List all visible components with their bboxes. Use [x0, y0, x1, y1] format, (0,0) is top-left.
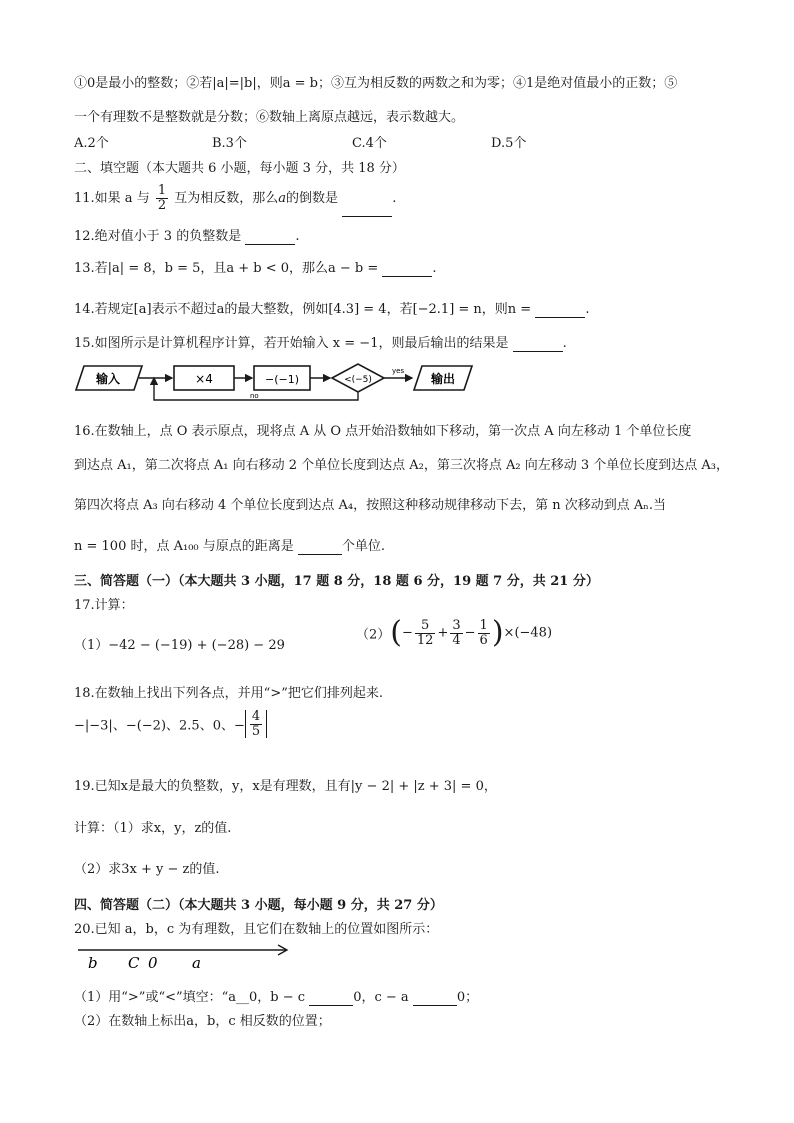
flow-input-label: 输入 — [95, 372, 121, 386]
q18-title: 18.在数轴上找出下列各点，并用“>”把它们排列起来. — [74, 686, 383, 701]
section4-heading: 四、简答题（二）（本大题共 3 小题，每小题 9 分，共 27 分） — [74, 898, 443, 913]
q10-choice-a: A.2个 — [74, 136, 109, 151]
flow-multiply-label: ×4 — [195, 372, 213, 386]
q16-line1: 16.在数轴上，点 O 表示原点，现将点 A 从 O 点开始沿数轴如下移动，第一次点 A 向左移动 1 个单位长度 — [74, 424, 692, 439]
q16-line2: 到达点 A₁，第二次将点 A₁ 向右移动 2 个单位长度到达点 A₂，第三次将点 A₂ 向左移动 3 个单位长度到达点 A₃， — [74, 458, 729, 473]
flow-subtract-label: −(−1) — [264, 373, 300, 386]
q13-text: 13.若|a| = 8，b = 5，且a + b < 0，那么a − b = — [74, 261, 379, 276]
flow-no-label: no — [250, 392, 259, 400]
q20-part2: （2）在数轴上标出a，b，c 相反数的位置； — [74, 1014, 331, 1029]
q11-var: a — [278, 191, 287, 206]
q19-part2: （2）求3x + y − z的值. — [74, 862, 220, 877]
q10-line2: 一个有理数不是整数就是分数；⑥数轴上离原点越远，表示数越大。 — [74, 110, 465, 125]
q20-blank-2[interactable] — [413, 990, 457, 1006]
axis-label-zero: 0 — [148, 954, 158, 972]
axis-label-a: a — [192, 954, 201, 972]
q20-title: 20.已知 a，b，c 为有理数，且它们在数轴上的位置如图所示： — [74, 922, 439, 937]
q17-part2: （2）(− $\frac{5}{12}$ + $\frac{3}{4}$ − $\frac{1}{6}$ )×(−48) — [356, 615, 553, 650]
q20-number-line — [74, 936, 294, 972]
flow-condition-label: <(−5) — [344, 375, 372, 385]
q20-blank-1[interactable] — [309, 990, 353, 1006]
flow-output-label: 输出 — [430, 372, 456, 386]
q11: 11.如果 a 与 $\frac{1}{2}$ 互为相反数，那么a的倒数是 . — [74, 182, 396, 217]
program-flowchart — [74, 360, 474, 406]
q10-choice-d: D.5个 — [491, 136, 527, 151]
section2-heading: 二、填空题（本大题共 6 小题，每小题 3 分，共 18 分） — [74, 161, 405, 176]
q16-line4: n = 100 时，点 A₁₀₀ 与原点的距离是 个单位. — [74, 539, 386, 554]
q10-line1: ①0是最小的整数；②若|a|=|b|，则a = b；③互为相反数的两数之和为零；④1是绝对值最小的正数；⑤ — [74, 76, 678, 91]
q19-part1: 计算：（1）求x，y，z的值. — [74, 821, 232, 836]
flow-yes-label: yes — [392, 367, 405, 375]
q11-answer-blank[interactable] — [342, 182, 392, 217]
q15-text: 15.如图所示是计算机程序计算，若开始输入 x = −1，则最后输出的结果是 — [74, 336, 509, 351]
q12-text: 12.绝对值小于 3 的负整数是 — [74, 229, 242, 244]
q13-answer-blank[interactable] — [382, 261, 432, 277]
q11-pre: 11.如果 a 与 — [74, 191, 150, 206]
q10-choice-c: C.4个 — [352, 136, 387, 151]
section3-heading: 三、简答题（一）（本大题共 3 小题，17 题 8 分，18 题 6 分，19 题 7 分，共 21 分） — [74, 574, 599, 589]
axis-label-c: C — [128, 954, 140, 972]
q17-part1: （1）−42 − (−19) + (−28) − 29 — [74, 638, 285, 653]
q10-choice-b: B.3个 — [212, 136, 247, 151]
q11-post2: 的倒数是 — [286, 191, 339, 206]
q15: 15.如图所示是计算机程序计算，若开始输入 x = −1，则最后输出的结果是 . — [74, 336, 567, 351]
q19-title: 19.已知x是最大的负整数，y，x是有理数，且有|y − 2| + |z + 3| = 0， — [74, 779, 497, 794]
q11-fraction: $\frac{1}{2}$ — [157, 183, 167, 213]
q20-part1: （1）用“>”或“<”填空：“a__0，b − c 0，c − a 0； — [74, 990, 479, 1005]
q18-items: −|−3|、−(−2)、2.5、0、− $\frac{4}{5}$ — [74, 710, 267, 738]
q17-title: 17.计算： — [74, 598, 134, 613]
q14-text: 14.若规定[a]表示不超过a的最大整数，例如[4.3] = 4，若[−2.1] = n，则n = — [74, 302, 532, 317]
q13: 13.若|a| = 8，b = 5，且a + b < 0，那么a − b = . — [74, 261, 437, 276]
q12-answer-blank[interactable] — [245, 229, 295, 245]
q14-answer-blank[interactable] — [535, 302, 585, 318]
q16-answer-blank[interactable] — [298, 539, 342, 555]
q11-post: 互为相反数，那么 — [174, 191, 279, 206]
q16-line3: 第四次将点 A₃ 向右移动 4 个单位长度到达点 A₄，按照这种移动规律移动下去，第 n 次移动到点 Aₙ.当 — [74, 498, 667, 513]
q12: 12.绝对值小于 3 的负整数是 . — [74, 229, 300, 244]
axis-label-b: b — [88, 954, 98, 972]
q15-answer-blank[interactable] — [513, 336, 563, 352]
q14: 14.若规定[a]表示不超过a的最大整数，例如[4.3] = 4，若[−2.1] = n，则n = . — [74, 302, 590, 317]
